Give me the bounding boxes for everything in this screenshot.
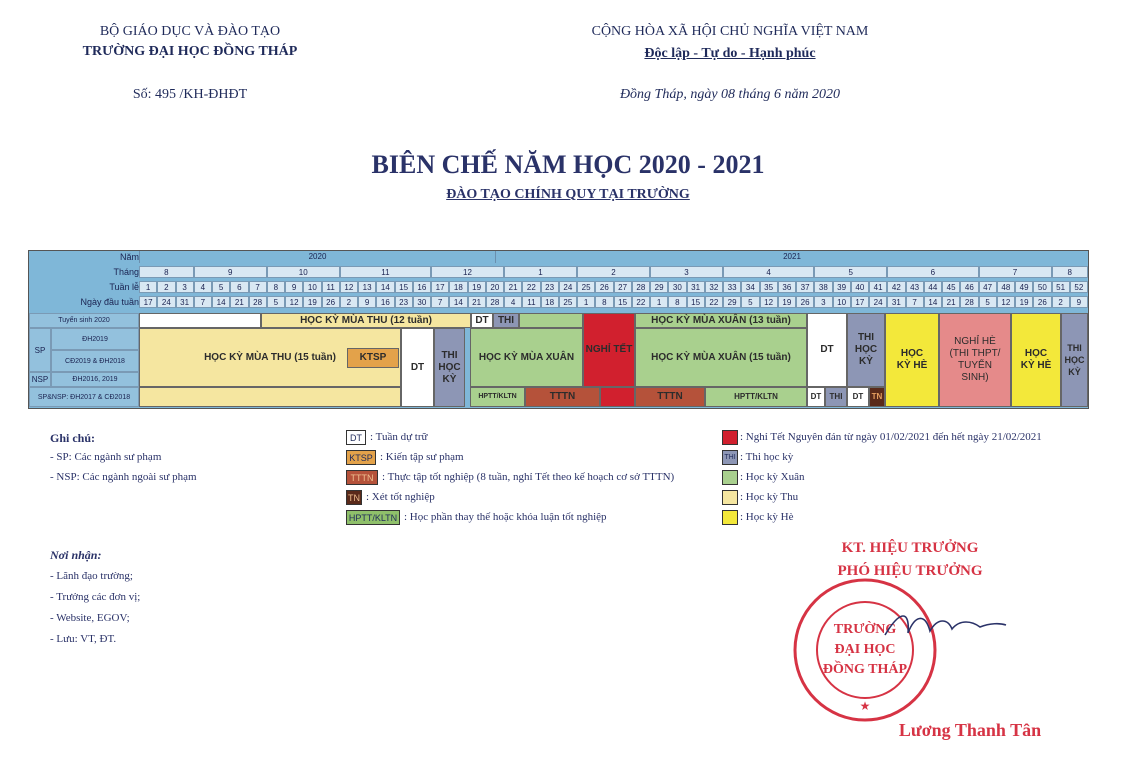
week-cell: 15 [395,281,413,293]
autumn-block [139,387,401,407]
week-cell: 4 [194,281,212,293]
start-day-cell: 19 [778,296,796,308]
summer-semester: HỌC KỲ HÈ [1011,313,1061,407]
ministry-name: BỘ GIÁO DỤC VÀ ĐÀO TẠO [99,24,281,39]
reserve-week: DT [847,387,869,407]
republic-name: CỘNG HÒA XÃ HỘI CHỦ NGHĨA VIỆT NAM [591,24,869,39]
start-day-cell: 31 [176,296,194,308]
week-cell: 48 [997,281,1015,293]
legend-text: : Học kỳ Hè [740,511,794,523]
week-cell: 16 [413,281,431,293]
month-cell: 6 [887,266,978,278]
row-label-week: Tuần lễ [109,282,139,292]
summer-semester: HỌC KỲ HÈ [885,313,939,407]
week-cell: 1 [139,281,157,293]
start-day-cell: 28 [960,296,978,308]
week-cell: 18 [449,281,467,293]
start-day-cell: 17 [139,296,157,308]
start-day-cell: 24 [157,296,175,308]
signer-name: Lương Thanh Tân [898,720,1042,740]
start-day-cell: 15 [614,296,632,308]
legend-swatch: TN [346,490,362,505]
week-cell: 9 [285,281,303,293]
week-cell: 20 [486,281,504,293]
recipient-item: - Trưởng các đơn vị; [50,591,141,603]
start-day-cell: 21 [942,296,960,308]
svg-text:ĐẠI HỌC: ĐẠI HỌC [834,642,896,657]
group-label: Tuyển sinh 2020 [29,313,139,328]
start-day-cell: 28 [486,296,504,308]
week-cell: 3 [176,281,194,293]
group-label: ĐH2019 [51,328,139,350]
start-day-cell: 28 [249,296,267,308]
group-label: ĐH2016, 2019 [51,372,139,387]
week-cell: 39 [833,281,851,293]
legend-text: : Thi học kỳ [740,451,794,463]
legend-note: - NSP: Các ngành ngoài sư phạm [50,471,197,483]
official-seal [790,575,940,725]
start-day-cell: 15 [687,296,705,308]
week-cell: 31 [687,281,705,293]
exam-block: THI [493,313,519,328]
recipient-item: - Lãnh đạo trường; [50,570,133,582]
exam-block: THI [825,387,847,407]
month-cell: 4 [723,266,814,278]
start-day-cell: 30 [413,296,431,308]
week-cell: 35 [760,281,778,293]
legend-swatch: HPTT/KLTN [346,510,400,525]
week-cell: 45 [942,281,960,293]
start-day-cell: 26 [796,296,814,308]
schedule-table [28,250,1089,409]
reserve-week: DT [807,313,847,387]
legend-text: : Học phần thay thế hoặc khóa luận tốt nghiệp [404,511,607,523]
month-cell: 8 [1052,266,1089,278]
month-cell: 2 [577,266,650,278]
month-cell: 1 [504,266,577,278]
group-label: CĐ2019 & ĐH2018 [51,350,139,372]
start-day-cell: 14 [449,296,467,308]
start-day-cell: 3 [814,296,832,308]
school-name: TRƯỜNG ĐẠI HỌC ĐỒNG THÁP [82,44,298,59]
week-cell: 12 [340,281,358,293]
week-cell: 6 [230,281,248,293]
week-cell: 28 [632,281,650,293]
year-row [29,251,1088,263]
start-day-cell: 22 [705,296,723,308]
start-day-cell: 5 [741,296,759,308]
week-cell: 42 [887,281,905,293]
week-cell: 43 [906,281,924,293]
week-cell: 32 [705,281,723,293]
handwritten-signature [880,605,1010,645]
month-row [29,266,1088,278]
autumn-semester-15: HỌC KỲ MÙA THU (15 tuần) [139,328,401,387]
week-cell: 38 [814,281,832,293]
start-day-cell: 8 [668,296,686,308]
blank-block [139,313,261,328]
week-cell: 7 [249,281,267,293]
start-day-cell: 4 [504,296,522,308]
week-cell: 51 [1052,281,1070,293]
exam-block: THI HỌC KỲ [434,328,465,407]
week-cell: 46 [960,281,978,293]
week-cell: 23 [541,281,559,293]
week-cell: 33 [723,281,741,293]
start-day-cell: 12 [285,296,303,308]
tttn-block: TTTN [525,387,600,407]
start-day-cell: 19 [1015,296,1033,308]
week-cell: 13 [358,281,376,293]
start-day-cell: 5 [267,296,285,308]
start-day-cell: 21 [230,296,248,308]
start-day-cell: 7 [431,296,449,308]
legend-swatch [722,490,738,505]
week-cell: 34 [741,281,759,293]
start-day-cell: 8 [595,296,613,308]
recipient-item: - Website, EGOV; [50,612,130,624]
national-motto: Độc lập - Tự do - Hạnh phúc [644,46,816,61]
week-cell: 49 [1015,281,1033,293]
spring-semester-13: HỌC KỲ MÙA XUÂN (13 tuần) [635,313,807,328]
month-cell: 12 [431,266,504,278]
week-row [29,281,1088,293]
hptt-block: HPTT/KLTN [705,387,807,407]
month-cell: 8 [139,266,194,278]
start-day-cell: 14 [924,296,942,308]
start-day-cell: 23 [395,296,413,308]
spring-semester-15: HỌC KỲ MÙA XUÂN (15 tuần) [635,328,807,387]
recipients-heading: Nơi nhận: [50,548,102,562]
week-cell: 26 [595,281,613,293]
week-cell: 2 [157,281,175,293]
year-cell: 2021 [495,251,1088,263]
hptt-block: HPTT/KLTN [470,387,525,407]
row-label-month: Tháng [113,267,139,277]
signature-subtitle: PHÓ HIỆU TRƯỞNG [837,563,983,579]
start-day-cell: 19 [303,296,321,308]
week-cell: 11 [322,281,340,293]
legend-swatch: TTTN [346,470,378,485]
summer-break: NGHỈ HÈ (THI THPT/ TUYỂN SINH) [939,313,1011,407]
week-cell: 17 [431,281,449,293]
signature-title: KT. HIỆU TRƯỞNG [841,540,979,556]
start-day-cell: 25 [559,296,577,308]
group-tag-nsp: NSP [29,372,51,387]
week-cell: 19 [468,281,486,293]
month-cell: 3 [650,266,723,278]
spring-semester: HỌC KỲ MÙA XUÂN [470,328,583,387]
legend-text: : Nghỉ Tết Nguyên đán từ ngày 01/02/2021 đến hết ngày 21/02/2021 [740,431,1042,443]
week-cell: 41 [869,281,887,293]
recipient-item: - Lưu: VT, ĐT. [50,633,117,645]
start-day-cell: 2 [340,296,358,308]
legend-swatch [722,430,738,445]
legend-text: : Học kỳ Thu [740,491,799,503]
autumn-semester-12: HỌC KỲ MÙA THU (12 tuần) [261,313,471,328]
legend-text: : Xét tốt nghiệp [366,491,435,503]
legend-text: : Học kỳ Xuân [740,471,805,483]
month-cell: 5 [814,266,887,278]
month-cell: 11 [340,266,431,278]
legend-text: : Kiến tập sư phạm [380,451,464,463]
start-day-cell: 12 [997,296,1015,308]
svg-text:ĐỒNG THÁP: ĐỒNG THÁP [822,662,908,677]
reserve-week: DT [401,328,434,407]
start-day-cell: 26 [322,296,340,308]
legend-heading: Ghi chú: [50,431,96,445]
legend-swatch [722,470,738,485]
legend-note: - SP: Các ngành sư phạm [50,451,162,463]
legend-text: : Thực tập tốt nghiệp (8 tuần, nghỉ Tết theo kế hoạch cơ sở TTTN) [382,471,675,483]
year-cell: 2020 [139,251,495,263]
reserve-week: DT [471,313,493,328]
document-subtitle: ĐÀO TẠO CHÍNH QUY TẠI TRƯỜNG [446,187,690,202]
week-cell: 36 [778,281,796,293]
week-cell: 44 [924,281,942,293]
week-cell: 52 [1070,281,1088,293]
exam-block: THI HỌC KỲ [1061,313,1088,407]
reserve-week: DT [807,387,825,407]
week-cell: 47 [979,281,997,293]
place-date: Đồng Tháp, ngày 08 tháng 6 năm 2020 [619,87,841,102]
week-cell: 10 [303,281,321,293]
start-day-cell: 14 [212,296,230,308]
month-cell: 9 [194,266,267,278]
tttn-block: TTTN [635,387,705,407]
week-cell: 37 [796,281,814,293]
week-cell: 30 [668,281,686,293]
start-day-cell: 26 [1033,296,1051,308]
week-cell: 5 [212,281,230,293]
tet-holiday [600,387,635,407]
week-cell: 24 [559,281,577,293]
start-day-cell: 7 [906,296,924,308]
week-cell: 40 [851,281,869,293]
row-label-year: Năm [119,252,139,262]
start-day-cell: 9 [1070,296,1088,308]
start-day-cell: 29 [723,296,741,308]
start-day-cell: 12 [760,296,778,308]
start-day-cell: 11 [522,296,540,308]
start-day-cell: 18 [541,296,559,308]
start-day-cell: 7 [194,296,212,308]
month-cell: 10 [267,266,340,278]
row-label-start-day: Ngày đầu tuần [80,297,139,307]
start-day-cell: 24 [869,296,887,308]
month-cell: 7 [979,266,1052,278]
week-cell: 29 [650,281,668,293]
svg-text:TRƯỜNG: TRƯỜNG [833,622,897,637]
legend-swatch: THI [722,450,738,465]
spring-block [519,313,583,328]
start-day-cell: 2 [1052,296,1070,308]
week-cell: 27 [614,281,632,293]
start-day-cell: 21 [468,296,486,308]
ktsp-block: KTSP [347,348,399,368]
document-number: Số: 495 /KH-ĐHĐT [132,87,248,102]
startday-row [29,296,1088,308]
start-day-cell: 5 [979,296,997,308]
legend-swatch: KTSP [346,450,376,465]
legend-text: : Tuần dự trữ [370,431,428,443]
week-cell: 25 [577,281,595,293]
week-cell: 50 [1033,281,1051,293]
group-tag-sp: SP [29,328,51,372]
graduation-block: TN [869,387,885,407]
legend-swatch: DT [346,430,366,445]
tet-holiday: NGHỈ TẾT [583,313,635,387]
legend-swatch [722,510,738,525]
week-cell: 14 [376,281,394,293]
start-day-cell: 1 [650,296,668,308]
group-label: SP&NSP: ĐH2017 & CĐ2018 [29,387,139,407]
start-day-cell: 1 [577,296,595,308]
week-cell: 22 [522,281,540,293]
start-day-cell: 17 [851,296,869,308]
svg-text:★: ★ [859,699,871,713]
start-day-cell: 16 [376,296,394,308]
exam-block: THI HỌC KỲ [847,313,885,387]
week-cell: 8 [267,281,285,293]
start-day-cell: 10 [833,296,851,308]
start-day-cell: 31 [887,296,905,308]
document-title: BIÊN CHẾ NĂM HỌC 2020 - 2021 [371,150,765,179]
start-day-cell: 9 [358,296,376,308]
start-day-cell: 22 [632,296,650,308]
week-cell: 21 [504,281,522,293]
